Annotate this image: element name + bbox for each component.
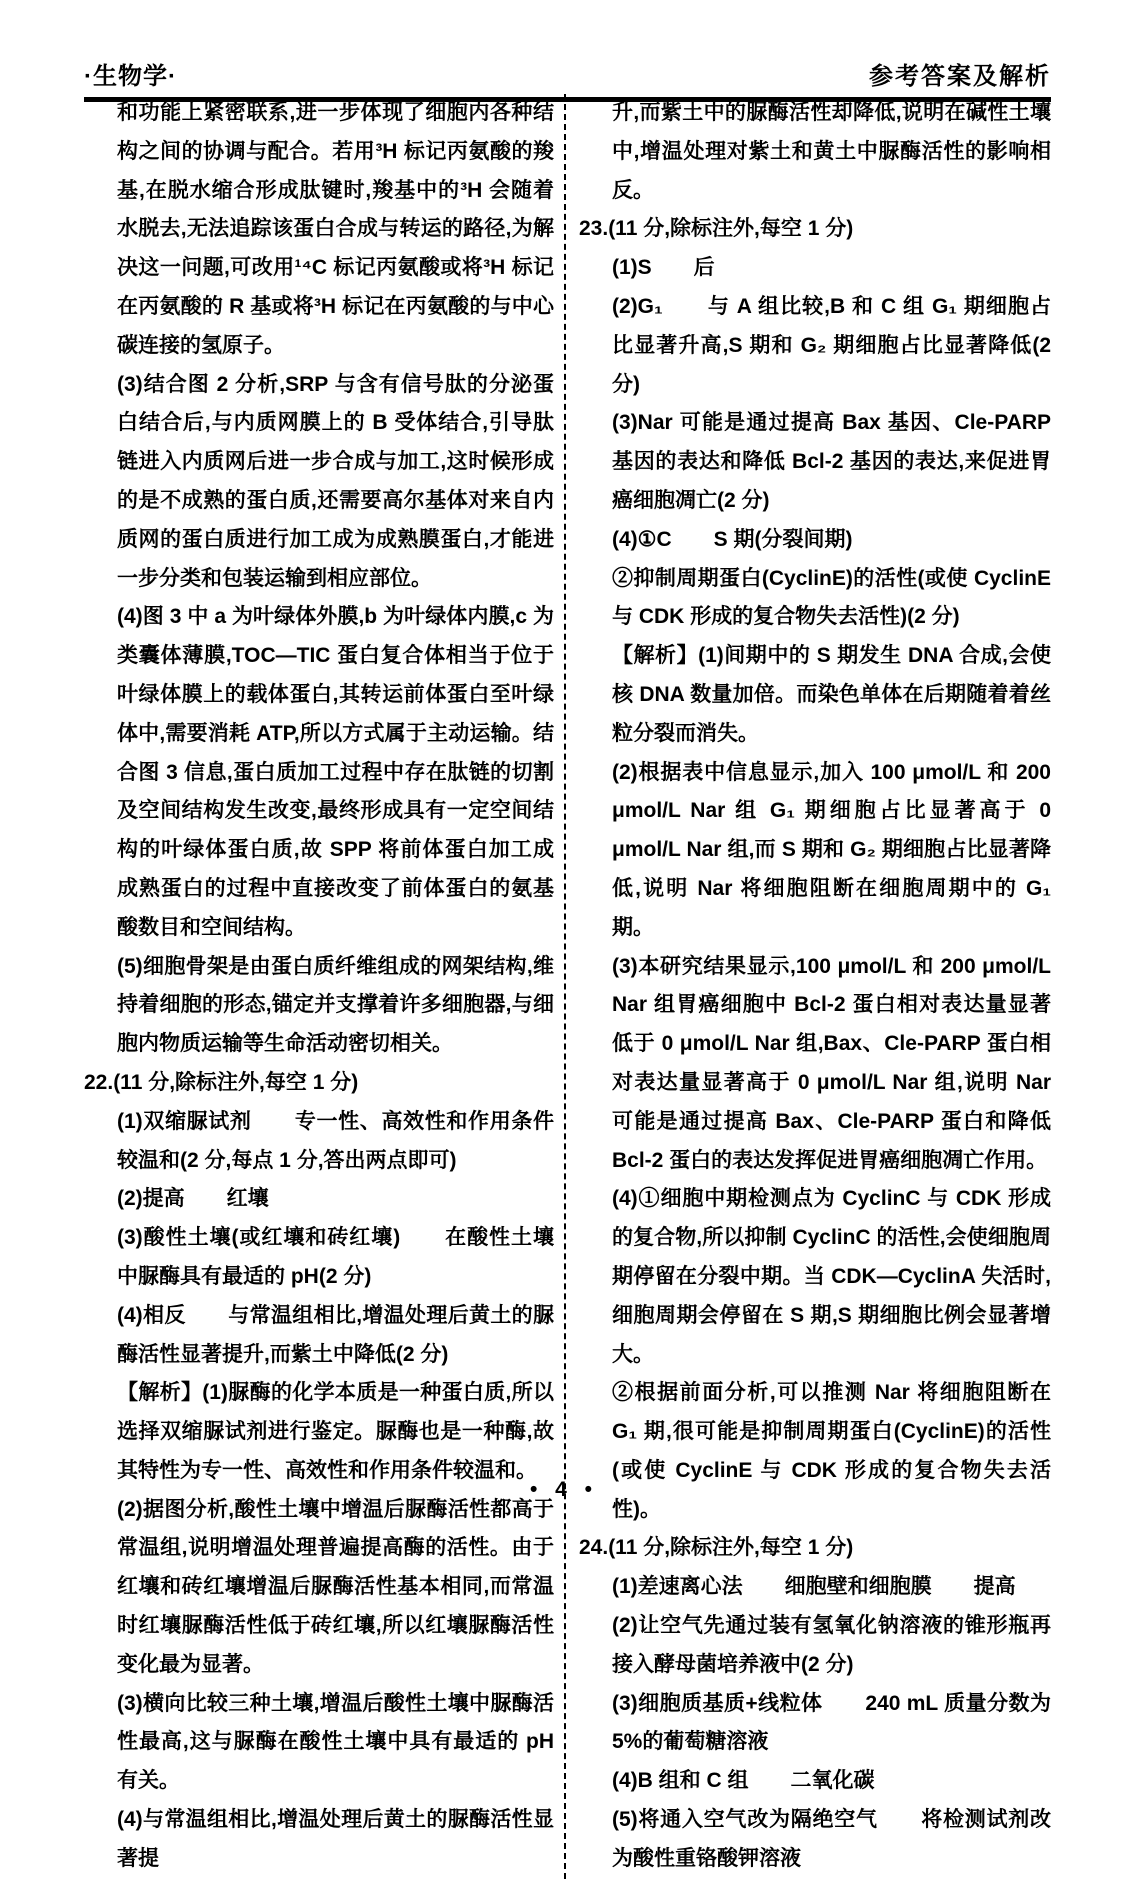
page-number: • 4 • — [529, 1478, 599, 1501]
paragraph: (4)B 组和 C 组 二氧化碳 — [612, 1769, 875, 1793]
paragraph: (4)图 3 中 a 为叶绿体外膜,b 为叶绿体内膜,c 为类囊体薄膜,TOC—TIC 蛋白复合体相当于位于叶绿体膜上的载体蛋白,其转运前体蛋白至叶绿体中,需要消耗 ATP,所以方式属于主动运输。结合图 3 信息,蛋白质加工过程中存在肽链的切割及空间结构发生改变,最终形成具有一定空间结构的叶绿体蛋白质,故 SPP 将前体蛋白加工成成熟蛋白的过程中直接改变了前体蛋白的氨基酸数目和空间结构。 — [117, 605, 554, 939]
paragraph: (5)将通入空气改为隔绝空气 将检测试剂改为酸性重铬酸钾溶液 — [612, 1808, 1051, 1870]
paragraph: (1)差速离心法 细胞壁和细胞膜 提高 — [612, 1575, 1016, 1599]
paragraph: (2)根据表中信息显示,加入 100 μmol/L 和 200 μmol/L Nar 组 G₁ 期细胞占比显著高于 0 μmol/L Nar 组,而 S 期和 G₂ 期细胞占比显著降低,说明 Nar 将细胞阻断在细胞周期中的 G₁ 期。 — [612, 760, 1051, 939]
paragraph: 和功能上紧密联系,进一步体现了细胞内各种结构之间的协调与配合。若用³H 标记丙氨酸的羧基,在脱水缩合形成肽键时,羧基中的³H 会随着水脱去,无法追踪该蛋白合成与转运的路径,为解决这一问题,可改用¹⁴C 标记丙氨酸或将³H 标记在丙氨酸的 R 基或将³H 标记在丙氨酸的与中心碳连接的氢原子。 — [117, 101, 554, 357]
paragraph: (3)本研究结果显示,100 μmol/L 和 200 μmol/L Nar 组胃癌细胞中 Bcl-2 蛋白相对表达量显著低于 0 μmol/L Nar 组,Bax、Cle-PARP 蛋白相对表达量显著高于 0 μmol/L Nar 组,说明 Nar 可能是通过提高 Bax、Cle-PARP 蛋白和降低 Bcl-2 蛋白的表达发挥促进胃癌细胞凋亡作用。 — [612, 954, 1051, 1172]
page-title: 参考答案及解析 — [869, 63, 1051, 90]
paragraph: (1)双缩脲试剂 专一性、高效性和作用条件较温和(2 分,每点 1 分,答出两点即可) — [117, 1109, 554, 1172]
left-column — [84, 94, 564, 1879]
paragraph: (2)让空气先通过装有氢氧化钠溶液的锥形瓶再接入酵母菌培养液中(2 分) — [612, 1614, 1051, 1676]
analysis-paragraph: 【解析】(1)间期中的 S 期发生 DNA 合成,会使核 DNA 数量加倍。而染色单体在后期随着着丝粒分裂而消失。 — [612, 644, 1051, 745]
paragraph: (3)横向比较三种土壤,增温后酸性土壤中脲酶活性最高,这与脲酶在酸性土壤中具有最适的 pH 有关。 — [117, 1691, 554, 1793]
paragraph: (3)Nar 可能是通过提高 Bax 基因、Cle-PARP 基因的表达和降低 Bcl-2 基因的表达,来促进胃癌细胞凋亡(2 分) — [612, 411, 1051, 512]
paragraph: 升,而紫土中的脲酶活性却降低,说明在碱性土壤中,增温处理对紫土和黄土中脲酶活性的影响相反。 — [612, 101, 1051, 202]
question-24-heading: 24.(11 分,除标注外,每空 1 分) — [579, 1536, 854, 1560]
paragraph: (2)G₁ 与 A 组比较,B 和 C 组 G₁ 期细胞占比显著升高,S 期和 G₂ 期细胞占比显著降低(2 分) — [612, 294, 1051, 396]
analysis-paragraph: 【解析】(1)脲酶的化学本质是一种蛋白质,所以选择双缩脲试剂进行鉴定。脲酶也是一种酶,故其特性为专一性、高效性和作用条件较温和。 — [117, 1381, 554, 1482]
paragraph: (4)相反 与常温组相比,增温处理后黄土的脲酶活性显著提升,而紫土中降低(2 分) — [117, 1303, 554, 1366]
paragraph: (4)①C S 期(分裂间期) — [612, 527, 853, 551]
paragraph: (3)结合图 2 分析,SRP 与含有信号肽的分泌蛋白结合后,与内质网膜上的 B 受体结合,引导肽链进入内质网后进一步合成与加工,这时候形成的是不成熟的蛋白质,还需要高尔基体对来自内质网的蛋白质进行加工成为成熟膜蛋白,才能进一步分类和包装运输到相应部位。 — [117, 372, 554, 590]
paragraph: (5)细胞骨架是由蛋白质纤维组成的网架结构,维持着细胞的形态,锚定并支撑着许多细胞器,与细胞内物质运输等生命活动密切相关。 — [117, 954, 554, 1056]
question-22-heading: 22.(11 分,除标注外,每空 1 分) — [84, 1070, 359, 1094]
paragraph: (1)S 后 — [612, 256, 715, 280]
right-column — [566, 94, 1051, 1879]
paragraph: (2)据图分析,酸性土壤中增温后脲酶活性都高于常温组,说明增温处理普遍提高酶的活性。由于红壤和砖红壤增温后脲酶活性基本相同,而常温时红壤脲酶活性低于砖红壤,所以红壤脲酶活性变化最为显著。 — [117, 1497, 554, 1676]
paragraph: (3)细胞质基质+线粒体 240 mL 质量分数为 5%的葡萄糖溶液 — [612, 1691, 1051, 1754]
paragraph: (4)与常温组相比,增温处理后黄土的脲酶活性显著提 — [117, 1808, 554, 1870]
paragraph: (2)提高 红壤 — [117, 1187, 269, 1211]
paragraph: (4)①细胞中期检测点为 CyclinC 与 CDK 形成的复合物,所以抑制 CyclinC 的活性,会使细胞周期停留在分裂中期。当 CDK—CyclinA 失活时,细胞周期会停留在 S 期,S 期细胞比例会显著增大。 — [612, 1187, 1051, 1366]
question-23-heading: 23.(11 分,除标注外,每空 1 分) — [579, 217, 854, 241]
paragraph: ②抑制周期蛋白(CyclinE)的活性(或使 CyclinE 与 CDK 形成的复合物失去活性)(2 分) — [612, 566, 1051, 629]
two-column-body — [84, 94, 1051, 1879]
paragraph: (3)酸性土壤(或红壤和砖红壤) 在酸性土壤中脲酶具有最适的 pH(2 分) — [117, 1226, 554, 1288]
subject-label: ·生物学· — [84, 63, 177, 90]
paragraph: ②根据前面分析,可以推测 Nar 将细胞阻断在 G₁ 期,很可能是抑制周期蛋白(CyclinE)的活性(或使 CyclinE 与 CDK 形成的复合物失去活性)。 — [612, 1381, 1051, 1521]
